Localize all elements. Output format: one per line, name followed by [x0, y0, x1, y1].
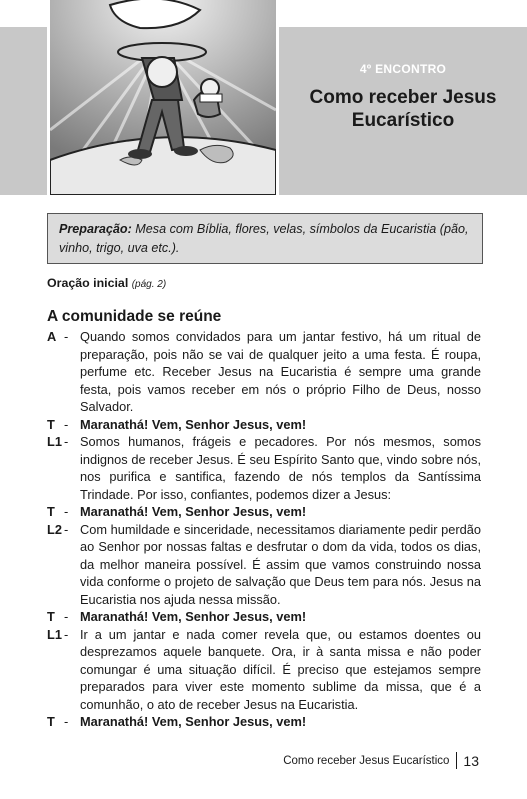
dialogue-text: Ir a um jantar e nada comer revela que, ou estamos doentes ou desprezamos aquele banquete. Ora, ir à santa missa e não poder comungar é uma situação difícil. É preciso que estejamos sempre preparados para viver este momento sublime da missa, que é a comunhão, o ato de receber Jesus na Eucaristia.: [80, 626, 481, 712]
page-reference: (pág. 2): [131, 279, 167, 290]
speaker-label: T: [47, 714, 55, 729]
speaker-label: T: [47, 504, 55, 519]
dialogue-text: Com humildade e sinceridade, necessitamos diariamente pedir perdão ao Senhor por nossas faltas e desfrutar o dom da vida, todos os dias, da melhor maneira possível. É assim que vamos construindo nossa vida conforme o projeto de salvação que Deus tem para nós. Jesus na Eucaristia nos ajuda nessa missão.: [80, 521, 481, 607]
footer-divider: [456, 752, 457, 769]
dialogue-item: [47, 433, 481, 503]
dash: -: [64, 626, 69, 642]
preparation-label: Preparação:: [59, 222, 132, 236]
speaker-label: T: [47, 609, 55, 624]
speaker-label: A: [47, 329, 57, 344]
dialogue-item: [47, 521, 481, 609]
dialogue-item: [47, 416, 481, 434]
header-band-left: [0, 27, 47, 195]
response-text: Maranathá! Vem, Senhor Jesus, vem!: [80, 416, 307, 432]
response-text: Maranathá! Vem, Senhor Jesus, vem!: [80, 714, 307, 729]
dash: -: [64, 504, 69, 519]
dialogue-list: [47, 328, 481, 731]
dialogue-item: [47, 608, 481, 626]
dash: -: [64, 521, 69, 537]
opening-prayer-heading: [47, 276, 166, 290]
dash: -: [64, 434, 69, 449]
encontro-number: 4º ENCONTRO: [359, 62, 447, 76]
dash: -: [64, 714, 69, 729]
preparation-box: [47, 213, 483, 264]
dialogue-item: [47, 503, 481, 521]
dialogue-item: [47, 626, 481, 714]
speaker-label: L1: [47, 434, 62, 449]
dash: -: [64, 416, 69, 432]
speaker-label: L1: [47, 626, 62, 642]
dash: -: [64, 609, 69, 624]
running-title: Como receber Jesus Eucarístico: [283, 754, 450, 767]
chapter-title: [290, 86, 516, 132]
cartoon-illustration: [50, 0, 276, 195]
dialogue-text: Somos humanos, frágeis e pecadores. Por nós mesmos, somos indignos de receber Jesus. É seu Espírito Santo que, vindo sobre nós, nos purifica e santifica, fazendo de nós templos da Santíssima Trindade. Por isso, confiantes, podemos dizer a Jesus:: [80, 434, 481, 502]
page-footer: [283, 752, 479, 769]
response-text: Maranathá! Vem, Senhor Jesus, vem!: [80, 504, 307, 519]
chapter-title-line-2: Eucarístico: [351, 110, 455, 131]
section-title: A comunidade se reúne: [47, 308, 222, 325]
opening-prayer-label: Oração inicial: [47, 276, 129, 290]
preparation-text: Mesa com Bíblia, flores, velas, símbolos da Eucaristia (pão, vinho, trigo, uva etc.).: [59, 222, 469, 255]
speaker-label: L2: [47, 521, 62, 537]
response-text: Maranathá! Vem, Senhor Jesus, vem!: [80, 609, 307, 624]
speaker-label: T: [47, 416, 55, 432]
dash: -: [64, 329, 69, 344]
dialogue-item: [47, 328, 481, 416]
dialogue-item: [47, 713, 481, 731]
page-number: 13: [463, 752, 479, 769]
dialogue-text: Quando somos convidados para um jantar festivo, há um ritual de preparação, pois não se vai de qualquer jeito a uma festa. É roupa, perfume etc. Receber Jesus na Eucaristia é sempre uma grande festa, pois vamos receber em nós o próprio Filho de Deus, nosso Salvador.: [80, 329, 481, 414]
chapter-title-line-1: Como receber Jesus: [309, 87, 497, 108]
